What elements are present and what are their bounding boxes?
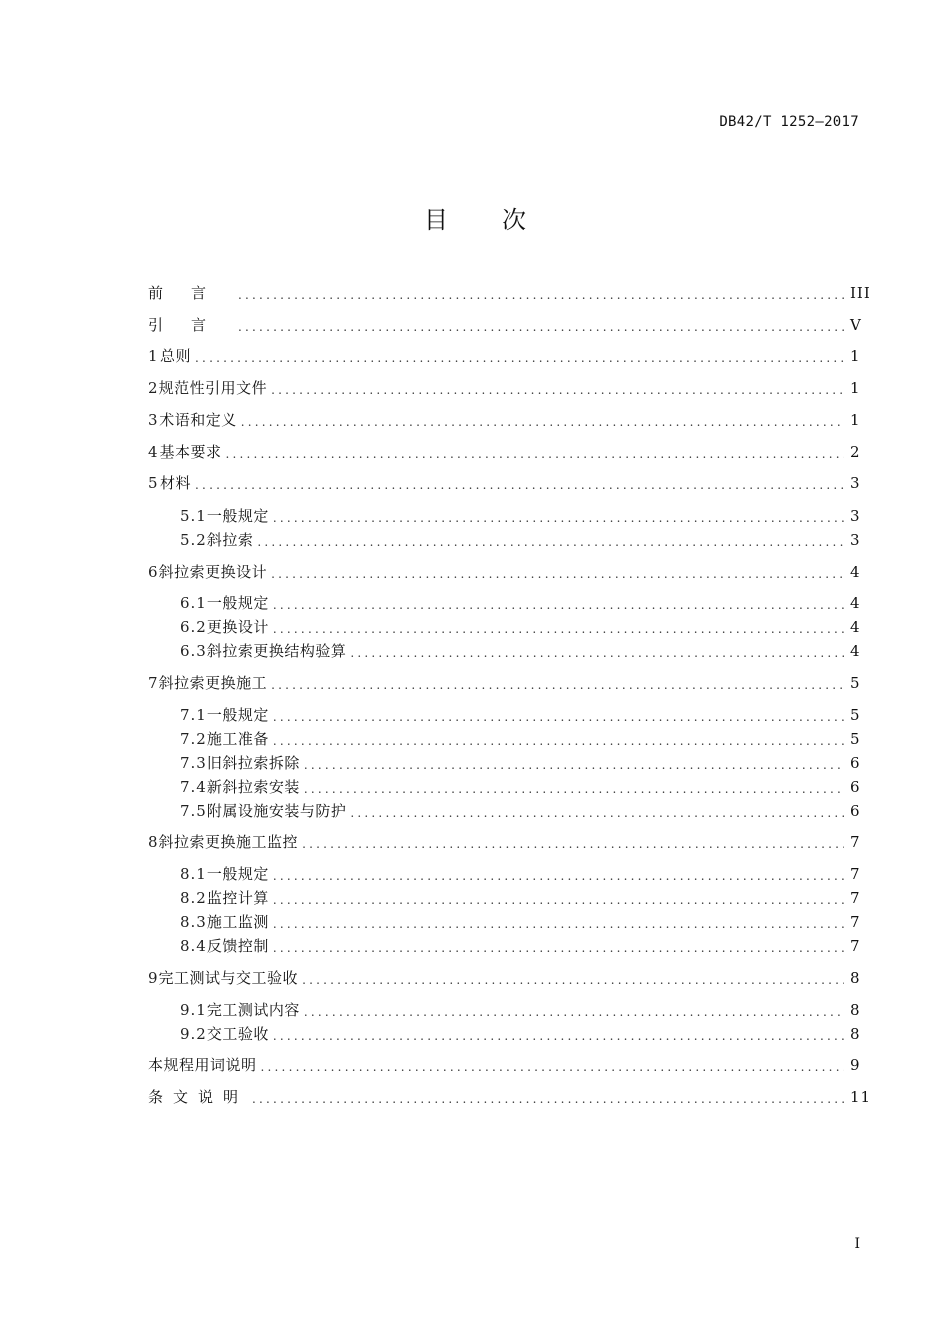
toc-subentry[interactable] (180, 729, 860, 749)
toc-subentry[interactable] (180, 912, 860, 932)
toc-entry-number: 9 (148, 969, 159, 987)
toc-entry-page: 5 (850, 706, 861, 724)
toc-entry-title: 一般规定 (206, 865, 269, 883)
toc-entry-number: 7.5 (180, 802, 207, 820)
toc-entry-title: 规范性引用文件 (158, 379, 268, 397)
toc-entry[interactable] (148, 378, 860, 398)
toc-entry[interactable] (148, 315, 860, 335)
toc-dot-leader (273, 866, 844, 886)
toc-entry-page: 9 (850, 1056, 861, 1074)
toc-entry-page: 3 (850, 507, 861, 525)
toc-dot-leader (225, 444, 844, 464)
toc-dot-leader (271, 380, 844, 400)
toc-entry-page: 6 (850, 754, 861, 772)
toc-dot-leader (257, 532, 844, 552)
toc-entry-number: 8.3 (180, 913, 207, 931)
toc-entry-number: 5.1 (180, 507, 207, 525)
toc-entry-title: 交工验收 (206, 1025, 269, 1043)
toc-entry-page: III (850, 284, 871, 302)
toc-entry[interactable] (148, 832, 860, 852)
toc-entry-page: 1 (850, 347, 861, 365)
toc-dot-leader (238, 317, 844, 337)
toc-entry-number: 2 (148, 379, 159, 397)
toc-entry-title: 完工测试内容 (206, 1001, 300, 1019)
toc-entry-title: 旧斜拉索拆除 (206, 754, 300, 772)
document-code: DB42/T 1252—2017 (719, 114, 859, 130)
toc-entry-page: 7 (850, 865, 861, 883)
toc-subentry[interactable] (180, 1000, 860, 1020)
toc-entry-number: 8.4 (180, 937, 207, 955)
toc-dot-leader (195, 348, 844, 368)
toc-entry-title: 一般规定 (206, 594, 269, 612)
toc-subentry[interactable] (180, 801, 860, 821)
toc-dot-leader (273, 890, 844, 910)
toc-entry-number: 8.2 (180, 889, 207, 907)
toc-subentry[interactable] (180, 506, 860, 526)
toc-entry-number: 5 (148, 474, 159, 492)
toc-dot-leader (273, 595, 844, 615)
toc-entry-page: 1 (850, 411, 861, 429)
toc-dot-leader (302, 970, 844, 990)
toc-dot-leader (273, 508, 844, 528)
toc-dot-leader (304, 779, 844, 799)
toc-dot-leader (271, 564, 844, 584)
toc-entry-number: 7.1 (180, 706, 207, 724)
toc-entry-page: 11 (850, 1088, 872, 1106)
toc-subentry[interactable] (180, 888, 860, 908)
toc-entry[interactable] (148, 1055, 860, 1075)
toc-dot-leader (304, 1002, 844, 1022)
toc-entry-page: 4 (850, 642, 861, 660)
toc-entry[interactable] (148, 442, 860, 462)
toc-entry-page: 4 (850, 594, 861, 612)
toc-entry[interactable] (148, 1087, 872, 1107)
toc-dot-leader (273, 731, 844, 751)
toc-entry[interactable] (148, 968, 860, 988)
toc-entry-title: 本规程用词说明 (148, 1056, 257, 1074)
toc-entry-page: 8 (850, 1001, 861, 1019)
toc-entry-title: 引言 (148, 316, 235, 334)
toc-entry[interactable] (148, 346, 860, 366)
toc-entry[interactable] (148, 283, 871, 303)
toc-entry-number: 8 (148, 833, 159, 851)
toc-entry-number: 7.4 (180, 778, 207, 796)
toc-dot-leader (271, 675, 844, 695)
toc-entry-page: 7 (850, 913, 861, 931)
toc-entry-page: V (850, 316, 862, 334)
toc-entry-number: 3 (148, 411, 159, 429)
toc-entry-number: 1 (148, 347, 159, 365)
toc-entry-number: 8.1 (180, 865, 207, 883)
toc-entry-number: 9.1 (180, 1001, 207, 1019)
toc-entry-number: 6 (148, 563, 159, 581)
toc-subentry[interactable] (180, 641, 860, 661)
toc-entry-title: 施工准备 (206, 730, 269, 748)
toc-entry-number: 6.2 (180, 618, 207, 636)
toc-entry-number: 7.2 (180, 730, 207, 748)
toc-title: 目次 (424, 206, 580, 234)
toc-entry-number: 9.2 (180, 1025, 207, 1043)
toc-subentry[interactable] (180, 1024, 860, 1044)
toc-dot-leader (195, 475, 844, 495)
toc-entry-title: 施工监测 (206, 913, 269, 931)
toc-entry-number: 6.1 (180, 594, 207, 612)
toc-entry-page: 3 (850, 474, 861, 492)
toc-entry-title: 附属设施安装与防护 (206, 802, 347, 820)
toc-entry-number: 6.3 (180, 642, 207, 660)
toc-entry-title: 总则 (160, 347, 192, 365)
toc-dot-leader (350, 803, 844, 823)
toc-entry-title: 完工测试与交工验收 (158, 969, 299, 987)
toc-entry-page: 3 (850, 531, 861, 549)
toc-entry[interactable] (148, 410, 860, 430)
toc-entry-title: 监控计算 (206, 889, 269, 907)
toc-entry-page: 8 (850, 1025, 861, 1043)
toc-entry-page: 4 (850, 563, 861, 581)
page-number: I (854, 1236, 860, 1252)
toc-dot-leader (252, 1089, 844, 1109)
toc-entry-title: 更换设计 (206, 618, 269, 636)
toc-dot-leader (261, 1057, 844, 1077)
toc-entry-title: 斜拉索更换施工监控 (158, 833, 299, 851)
toc-entry-title: 斜拉索 (206, 531, 254, 549)
toc-subentry[interactable] (180, 705, 860, 725)
toc-entry-number: 7.3 (180, 754, 207, 772)
toc-entry-title: 基本要求 (159, 443, 222, 461)
toc-subentry[interactable] (180, 936, 860, 956)
toc-dot-leader (273, 914, 844, 934)
toc-entry-title: 条文说明 (148, 1088, 249, 1106)
toc-entry-page: 7 (850, 833, 861, 851)
toc-entry-title: 斜拉索更换施工 (158, 674, 268, 692)
toc-dot-leader (304, 755, 844, 775)
toc-dot-leader (241, 412, 844, 432)
toc-subentry[interactable] (180, 617, 860, 637)
toc-entry-page: 1 (850, 379, 861, 397)
toc-entry[interactable] (148, 562, 860, 582)
toc-dot-leader (273, 1026, 844, 1046)
toc-dot-leader (238, 285, 844, 305)
toc-entry-page: 5 (850, 730, 861, 748)
toc-dot-leader (350, 643, 844, 663)
toc-entry-page: 7 (850, 889, 861, 907)
toc-entry-page: 2 (850, 443, 861, 461)
toc-subentry[interactable] (180, 864, 860, 884)
toc-entry-title: 术语和定义 (159, 411, 237, 429)
toc-entry-page: 7 (850, 937, 861, 955)
toc-entry-number: 7 (148, 674, 159, 692)
toc-subentry[interactable] (180, 777, 860, 797)
toc-entry-title: 反馈控制 (206, 937, 269, 955)
toc-subentry[interactable] (180, 753, 860, 773)
toc-entry-title: 一般规定 (206, 507, 269, 525)
toc-entry-title: 一般规定 (206, 706, 269, 724)
toc-dot-leader (273, 707, 844, 727)
toc-entry-number: 4 (148, 443, 159, 461)
toc-entry-number: 5.2 (180, 531, 207, 549)
toc-entry-title: 新斜拉索安装 (206, 778, 300, 796)
toc-subentry[interactable] (180, 530, 860, 550)
toc-entry-title: 斜拉索更换结构验算 (206, 642, 347, 660)
toc-entry[interactable] (148, 673, 860, 693)
toc-entry-page: 5 (850, 674, 861, 692)
toc-entry-title: 材料 (160, 474, 192, 492)
toc-dot-leader (302, 834, 844, 854)
toc-dot-leader (273, 619, 844, 639)
toc-entry-page: 6 (850, 802, 861, 820)
toc-entry[interactable] (148, 473, 860, 493)
toc-subentry[interactable] (180, 593, 860, 613)
toc-entry-page: 4 (850, 618, 861, 636)
toc-entry-page: 8 (850, 969, 861, 987)
toc-entry-title: 前言 (148, 284, 235, 302)
toc-entry-page: 6 (850, 778, 861, 796)
toc-dot-leader (273, 938, 844, 958)
toc-entry-title: 斜拉索更换设计 (158, 563, 268, 581)
